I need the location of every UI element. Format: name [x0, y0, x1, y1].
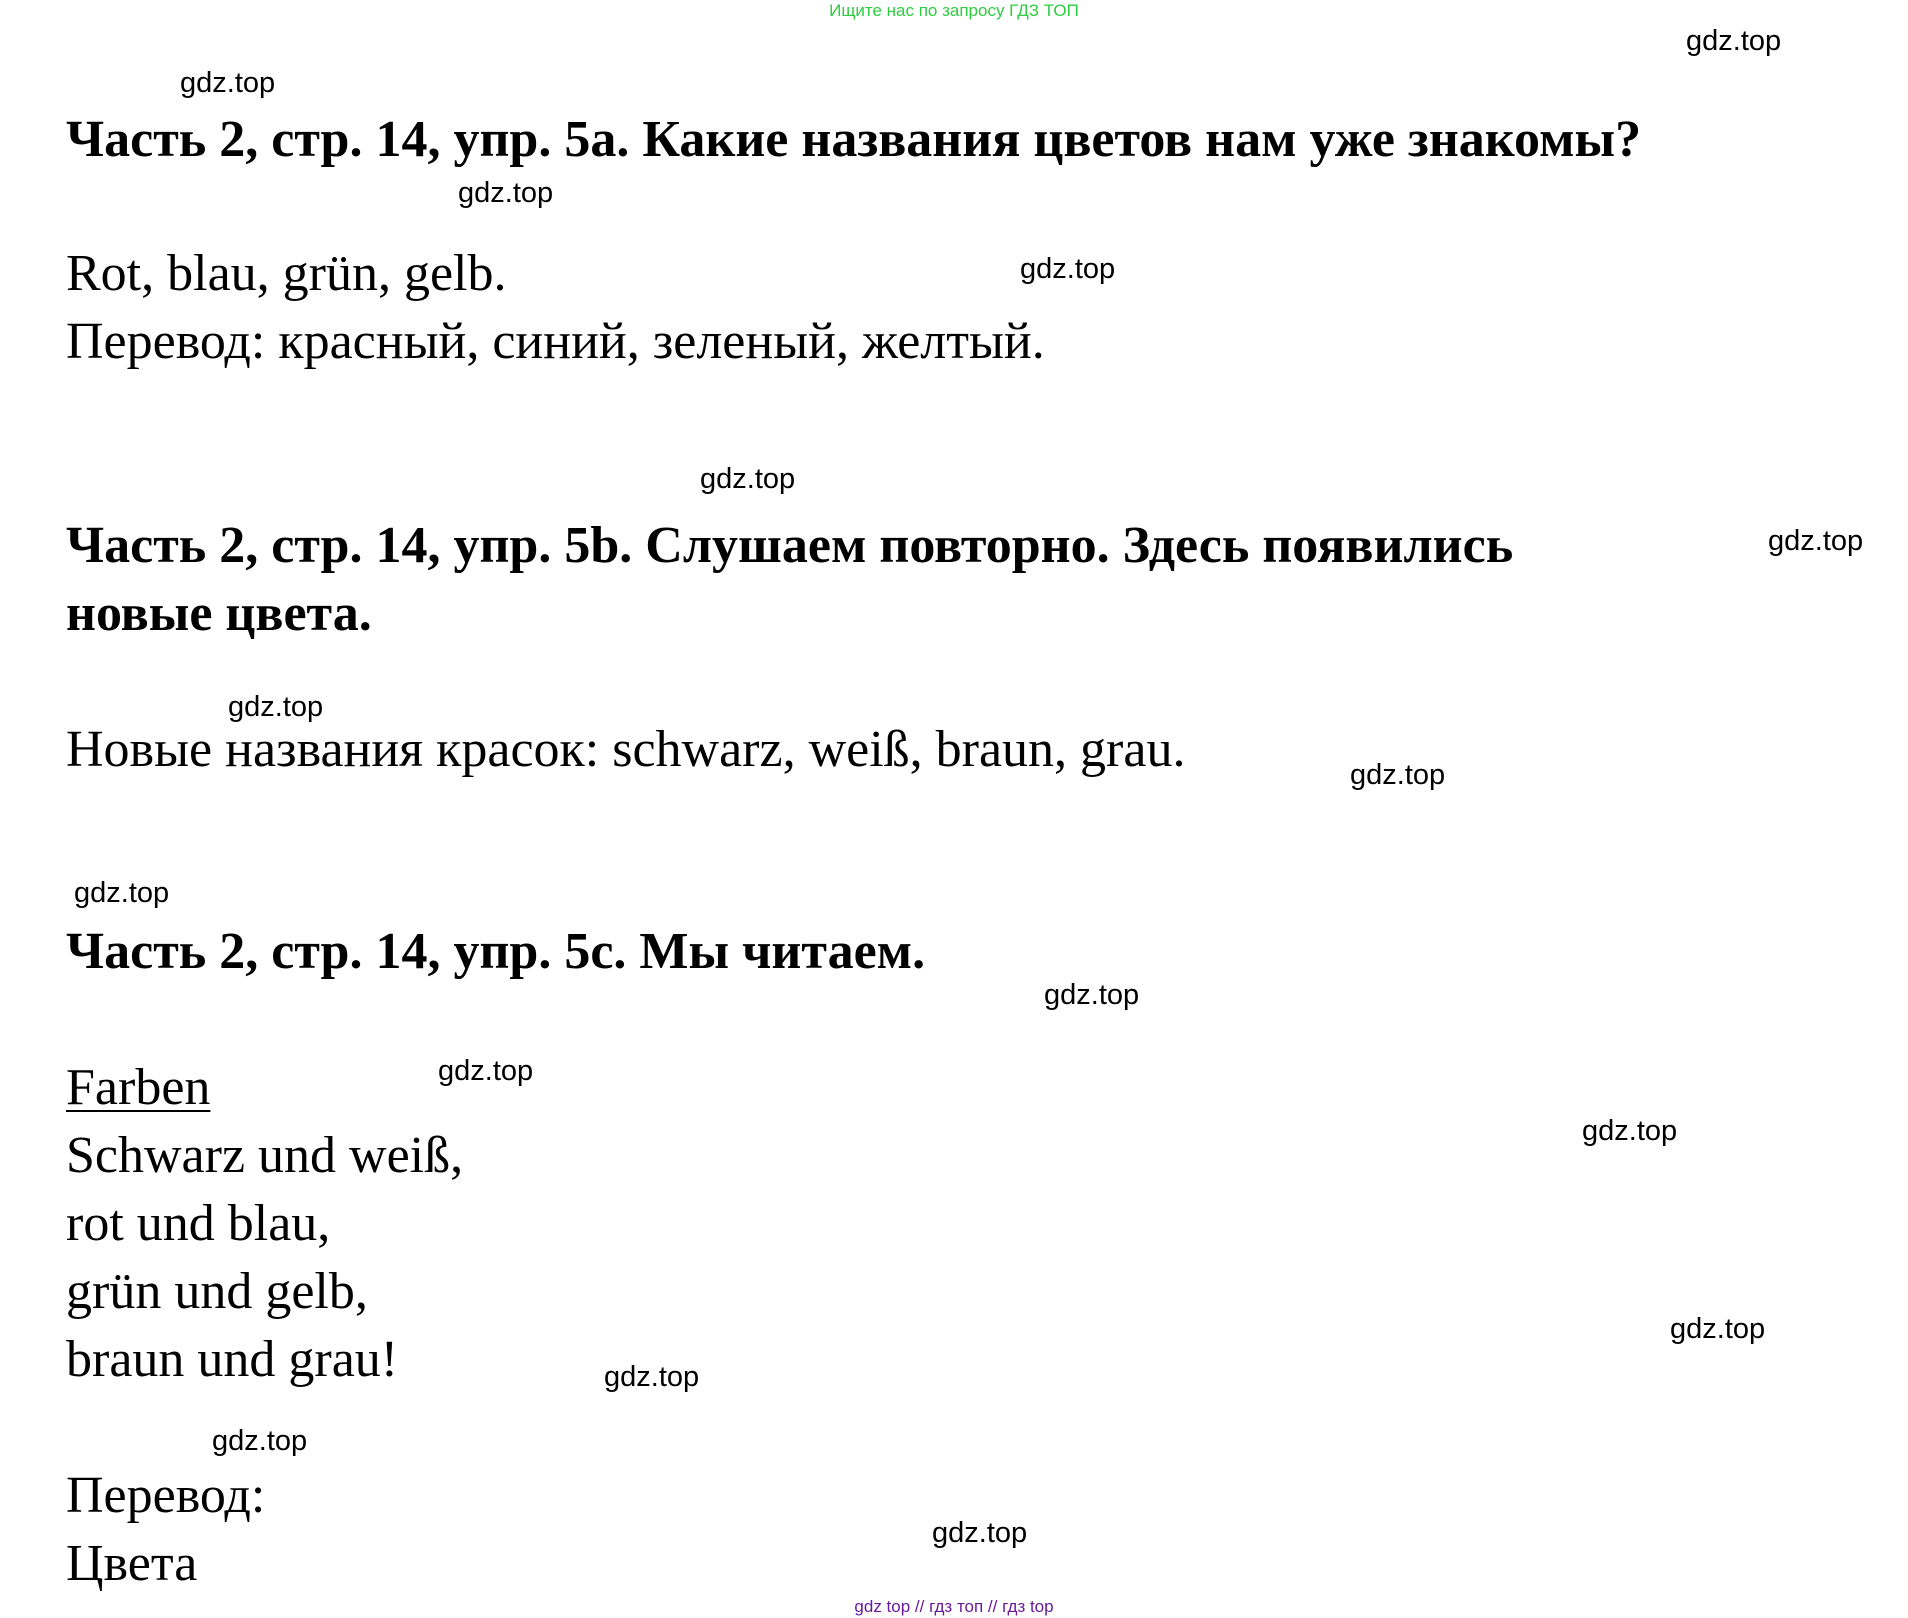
watermark: gdz.top: [1670, 1313, 1766, 1345]
poem-line-2: rot und blau,: [66, 1195, 331, 1252]
heading-5a: Часть 2, стр. 14, упр. 5а. Какие названия цветов нам уже знакомы?: [66, 111, 1642, 168]
poem-title: Farben: [66, 1059, 211, 1116]
watermark: gdz.top: [180, 67, 276, 99]
poem-line-3: grün und gelb,: [66, 1263, 368, 1320]
poem-line-4: braun und grau!: [66, 1331, 399, 1388]
poem-line-1: Schwarz und weiß,: [66, 1127, 464, 1184]
watermark: gdz.top: [1044, 979, 1140, 1011]
watermark: gdz.top: [228, 691, 324, 723]
translation-label: Перевод:: [66, 1467, 266, 1524]
watermark: gdz.top: [1686, 25, 1782, 57]
watermark: gdz.top: [1582, 1115, 1678, 1147]
watermark: gdz.top: [1768, 525, 1864, 557]
watermark: gdz.top: [1020, 253, 1116, 285]
watermark: gdz.top: [212, 1425, 308, 1457]
watermark: gdz.top: [458, 177, 554, 209]
watermark: gdz.top: [438, 1055, 534, 1087]
answer-5a-line-2: Перевод: красный, синий, зеленый, желтый.: [66, 313, 1045, 370]
heading-5c: Часть 2, стр. 14, упр. 5с. Мы читаем.: [66, 923, 926, 980]
watermark: gdz.top: [1350, 759, 1446, 791]
translation-title: Цвета: [66, 1535, 198, 1592]
top-banner: Ищите нас по запросу ГДЗ ТОП: [829, 1, 1079, 20]
watermark: gdz.top: [932, 1517, 1028, 1549]
bottom-banner: gdz top // гдз топ // гдз top: [854, 1597, 1054, 1616]
heading-5b-line-2: новые цвета.: [66, 585, 372, 642]
watermark: gdz.top: [604, 1361, 700, 1393]
answer-5b-line-1: Новые названия красок: schwarz, weiß, braun, grau.: [66, 721, 1186, 778]
watermark: gdz.top: [700, 463, 796, 495]
answer-5a-line-1: Rot, blau, grün, gelb.: [66, 245, 507, 302]
heading-5b-line-1: Часть 2, стр. 14, упр. 5b. Слушаем повторно. Здесь появились: [66, 517, 1514, 574]
watermark: gdz.top: [74, 877, 170, 909]
